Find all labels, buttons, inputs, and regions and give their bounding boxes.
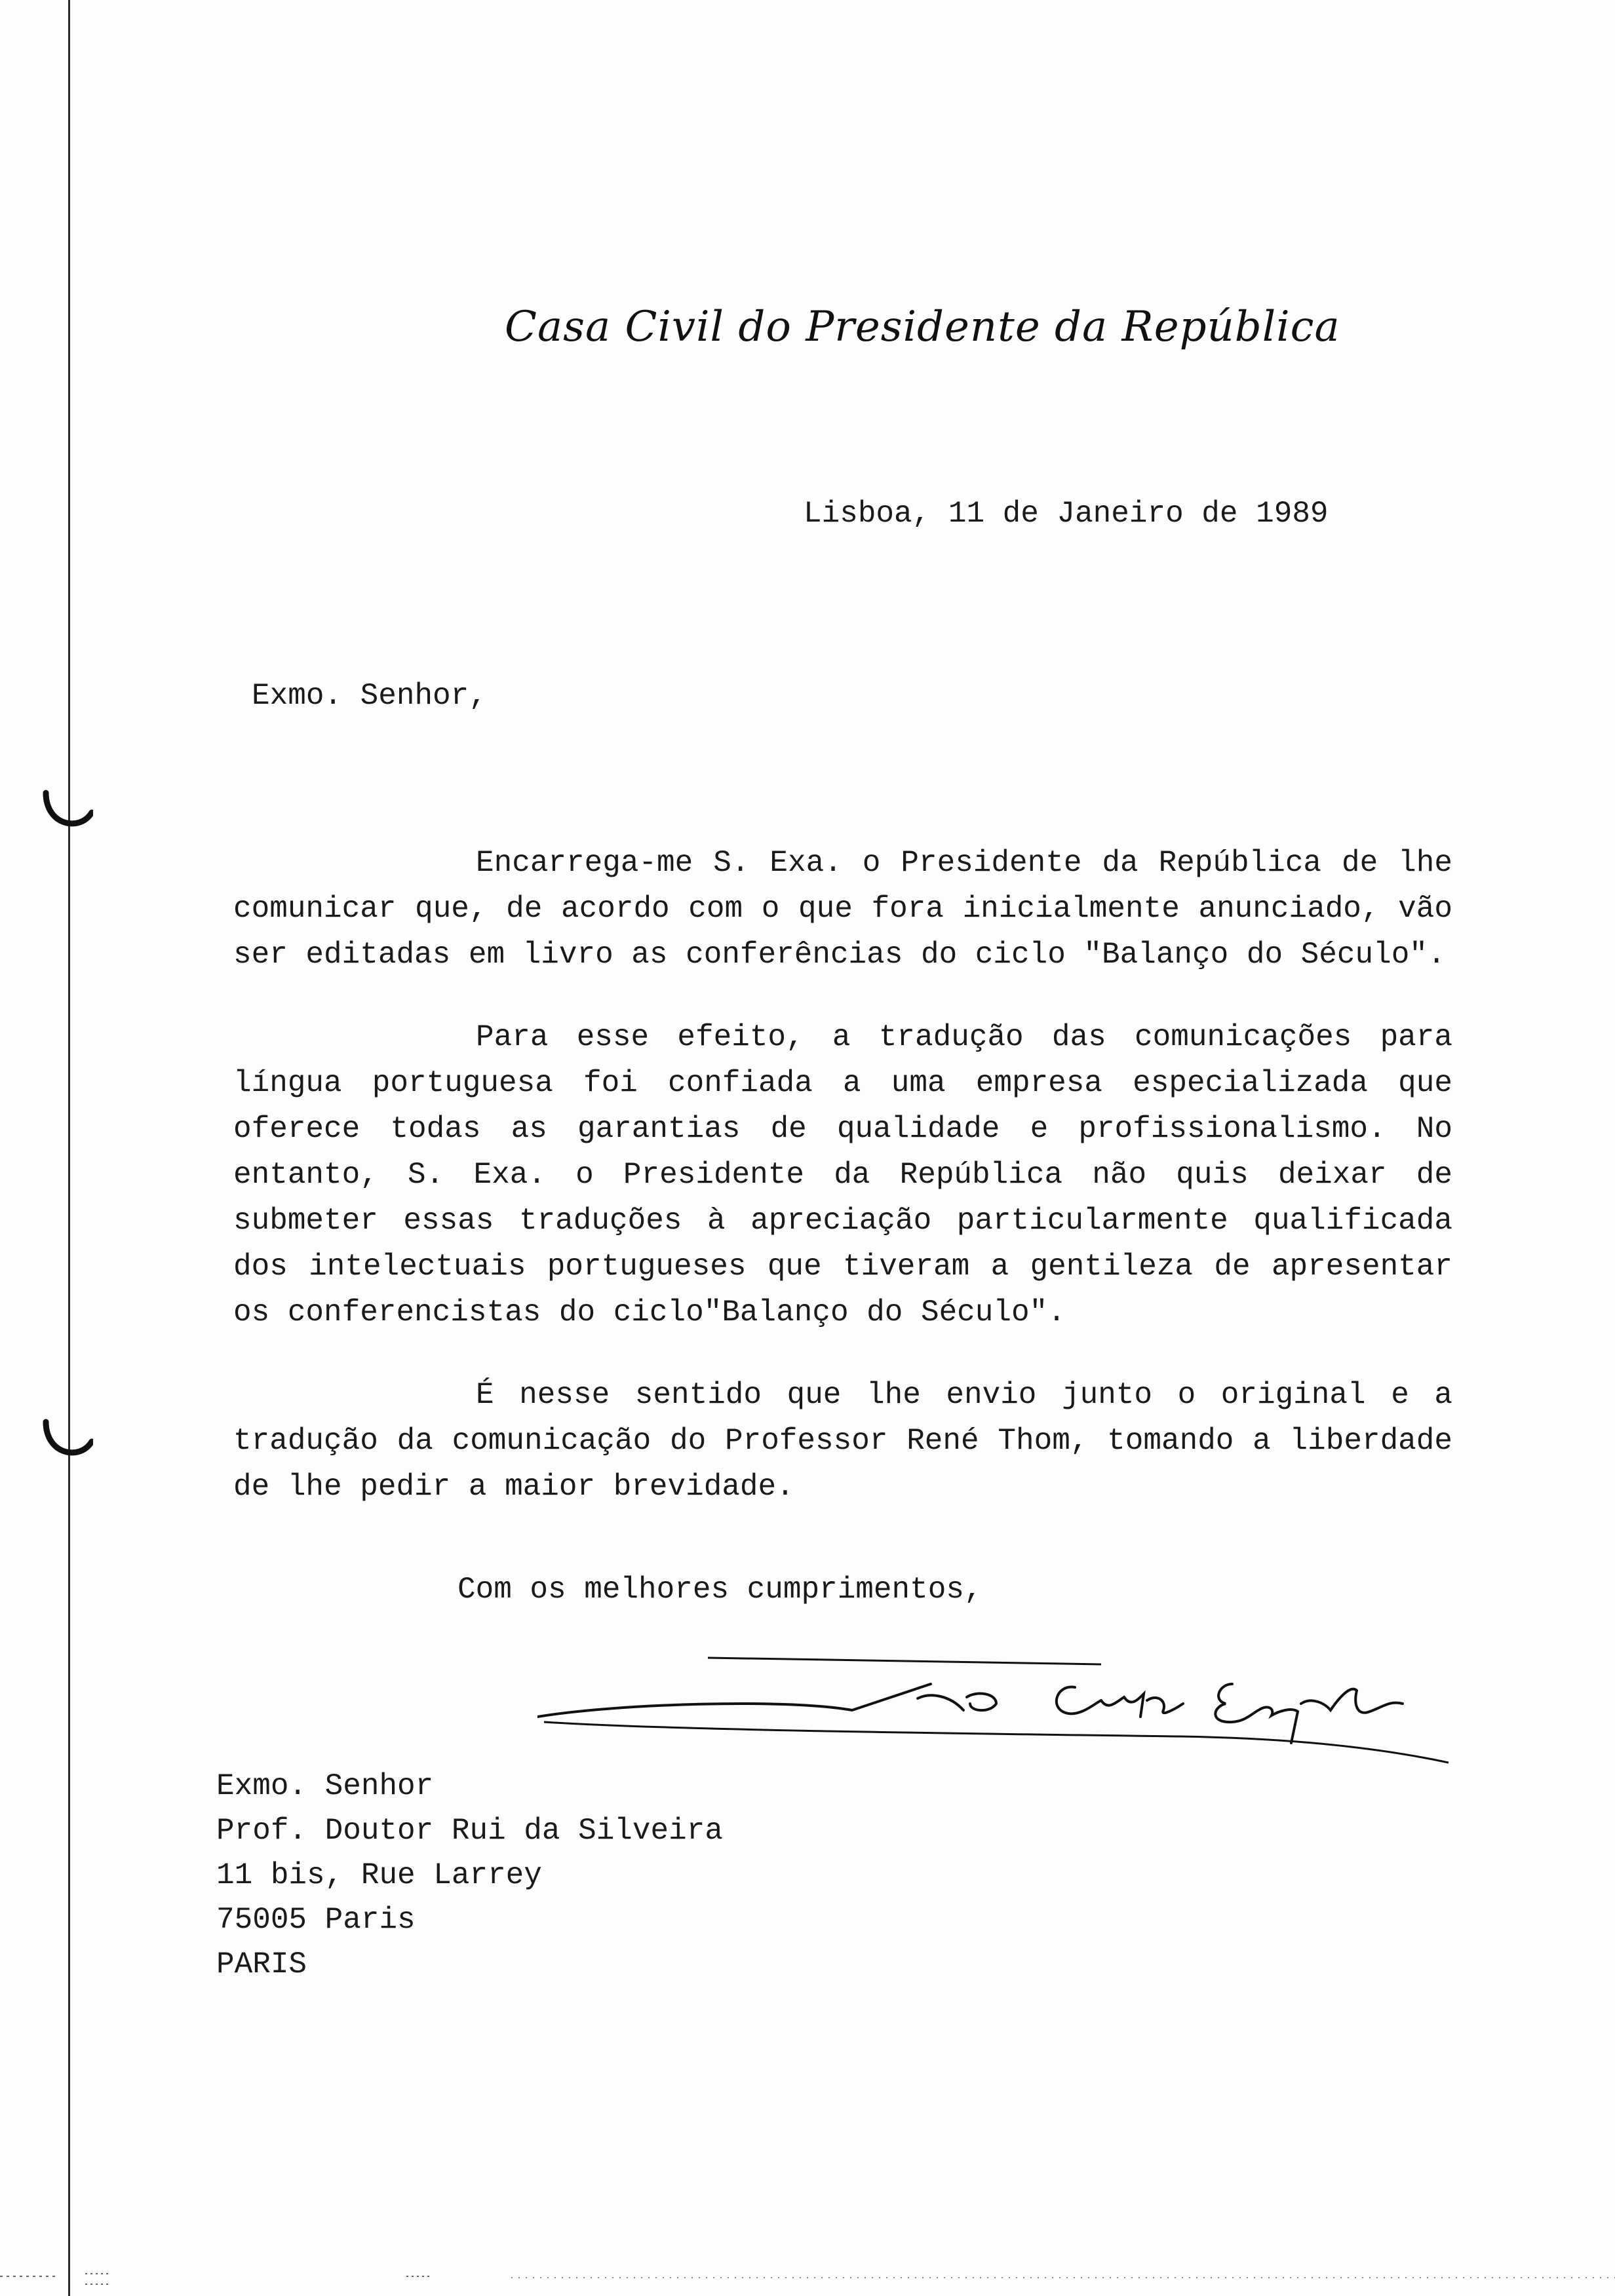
binder-margin-line	[68, 0, 70, 2296]
salutation: Exmo. Senhor,	[252, 679, 487, 713]
recipient-name: Prof. Doutor Rui da Silveira	[216, 1814, 723, 1848]
dateline: Lisboa, 11 de Janeiro de 1989	[804, 497, 1329, 531]
recipient-title: Exmo. Senhor	[216, 1769, 434, 1803]
recipient-postal-city: 75005 Paris	[216, 1903, 416, 1937]
recipient-city: PARIS	[216, 1947, 307, 1981]
letterhead: Casa Civil do Presidente da República	[505, 303, 1340, 351]
scan-edge-noise	[0, 2267, 1615, 2293]
body-paragraph: Encarrega-me S. Exa. o Presidente da República de lhe comunicar que, de acordo com o que fora inicialmente anunciado, vão ser editadas em livro as conferências do ciclo "Balanço do Século".	[233, 846, 1452, 972]
closing-line: Com os melhores cumprimentos,	[457, 1573, 983, 1607]
recipient-street: 11 bis, Rue Larrey	[216, 1858, 542, 1892]
body-paragraph: Para esse efeito, a tradução das comunicações para língua portuguesa foi confiada a uma empresa especializada que oferece todas as garantias de qualidade e profissionalismo. No entanto, S. Exa. o Presidente da República não quis deixar de submeter essas traduções à apreciação particularmente qualificada dos intelectuais portugueses que tiveram a gentileza de apresentar os conferencistas do ciclo"Balanço do Século".	[233, 1020, 1452, 1330]
letter-body	[233, 840, 1452, 1546]
punch-hole-mark-icon	[41, 1415, 93, 1468]
body-paragraph: É nesse sentido que lhe envio junto o original e a tradução da comunicação do Professor René Thom, tomando a liberdade de lhe pedir a maior brevidade.	[233, 1378, 1452, 1504]
punch-hole-mark-icon	[41, 786, 93, 839]
recipient-address	[216, 1764, 723, 1987]
